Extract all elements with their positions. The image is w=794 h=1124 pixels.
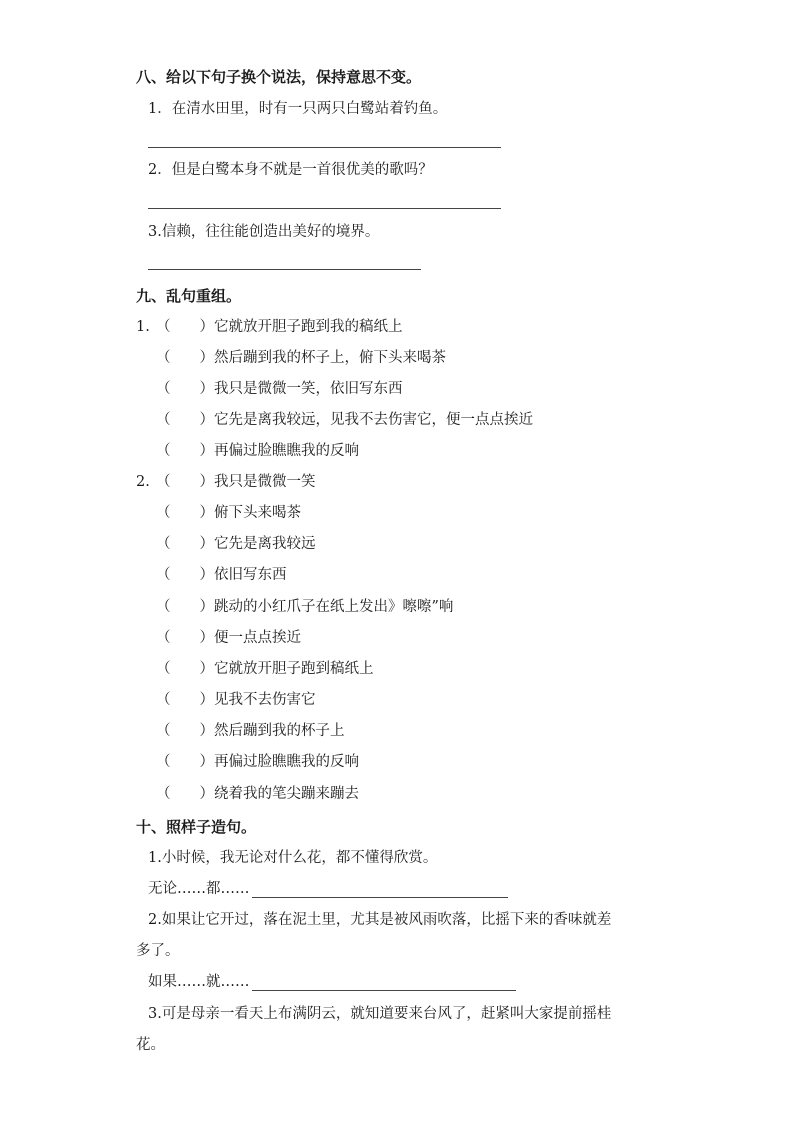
reorder-sentence[interactable]: （ ）绕着我的笔尖蹦来蹦去 — [156, 786, 359, 802]
reorder-sentence[interactable]: （ ）再偏过脸瞧瞧我的反响 — [156, 754, 359, 770]
reorder-sentence[interactable]: （ ）然后蹦到我的杯子上 — [156, 723, 345, 739]
reorder-sentence[interactable]: （ ）再偏过脸瞧瞧我的反响 — [156, 443, 359, 459]
list-item — [156, 441, 359, 461]
section-10-title: 十、照样子造句。 — [136, 818, 257, 836]
list-item — [156, 565, 287, 585]
list-item — [156, 690, 316, 710]
list-item — [156, 752, 359, 772]
reorder-sentence[interactable]: （ ）俯下头来喝茶 — [156, 505, 301, 521]
answer-line-8-1[interactable] — [148, 147, 501, 148]
answer-line-10-2[interactable] — [252, 974, 516, 991]
list-item — [156, 784, 359, 804]
section-10-item-3-line-2: 花。 — [136, 1037, 165, 1053]
reorder-sentence[interactable]: （ ）它就放开胆子跑到稿纸上 — [156, 661, 374, 677]
reorder-sentence[interactable]: （ ）它就放开胆子跑到我的稿纸上 — [156, 319, 403, 335]
reorder-sentence[interactable]: （ ）它先是离我较远，见我不去伤害它，便一点点挨近 — [156, 412, 533, 428]
reorder-sentence[interactable]: （ ）便一点点挨近 — [156, 630, 301, 646]
section-8-title: 八、给以下句子换个说法，保持意思不变。 — [136, 68, 422, 86]
section-10-item-2-line-2: 多了。 — [136, 943, 180, 959]
list-item — [136, 317, 403, 337]
section-8-item-1: 1．在清水田里，时有一只两只白鹭站着钓鱼。 — [148, 101, 448, 117]
pattern-row-1 — [148, 879, 508, 899]
answer-line-8-3[interactable] — [148, 269, 421, 270]
section-10-item-2-line-1: 2.如果让它开过，落在泥土里，尤其是被风雨吹落，比摇下来的香味就差 — [148, 912, 612, 928]
answer-line-8-2[interactable] — [148, 208, 501, 209]
list-item — [136, 472, 316, 492]
group-2-number: 2. — [136, 474, 150, 490]
list-item — [156, 410, 533, 430]
reorder-sentence[interactable]: （ ）然后蹦到我的杯子上，俯下头来喝茶 — [156, 350, 446, 366]
pattern-label-2: 如果……就…… — [148, 974, 250, 990]
list-item — [156, 628, 301, 648]
reorder-sentence[interactable]: （ ）它先是离我较远 — [156, 536, 316, 552]
list-item — [156, 597, 453, 617]
section-9-title: 九、乱句重组。 — [136, 287, 242, 305]
answer-line-10-1[interactable] — [252, 881, 508, 898]
list-item — [156, 534, 316, 554]
pattern-row-2 — [148, 972, 516, 992]
reorder-sentence[interactable]: （ ）依旧写东西 — [156, 567, 287, 583]
pattern-label-1: 无论……都…… — [148, 881, 250, 897]
reorder-sentence[interactable]: （ ）跳动的小红爪子在纸上发出》嚓嚓”响 — [156, 599, 454, 615]
section-8-item-2: 2．但是白鹭本身不就是一首很优美的歌吗？ — [148, 162, 433, 178]
reorder-sentence[interactable]: （ ）我只是微微一笑，依旧写东西 — [156, 381, 403, 397]
reorder-sentence[interactable]: （ ）我只是微微一笑 — [156, 474, 316, 490]
section-8-item-3: 3.信赖，往往能创造出美好的境界。 — [148, 224, 380, 240]
list-item — [156, 659, 374, 679]
reorder-sentence[interactable]: （ ）见我不去伤害它 — [156, 692, 316, 708]
group-1-number: 1. — [136, 319, 150, 335]
section-10-item-3-line-1: 3.可是母亲一看天上布满阴云，就知道要来台风了，赶紧叫大家提前摇桂 — [148, 1006, 612, 1022]
list-item — [156, 348, 446, 368]
list-item — [156, 721, 345, 741]
section-10-item-1: 1.小时候，我无论对什么花，都不懂得欣赏。 — [148, 850, 438, 866]
list-item — [156, 379, 403, 399]
list-item — [156, 503, 301, 523]
